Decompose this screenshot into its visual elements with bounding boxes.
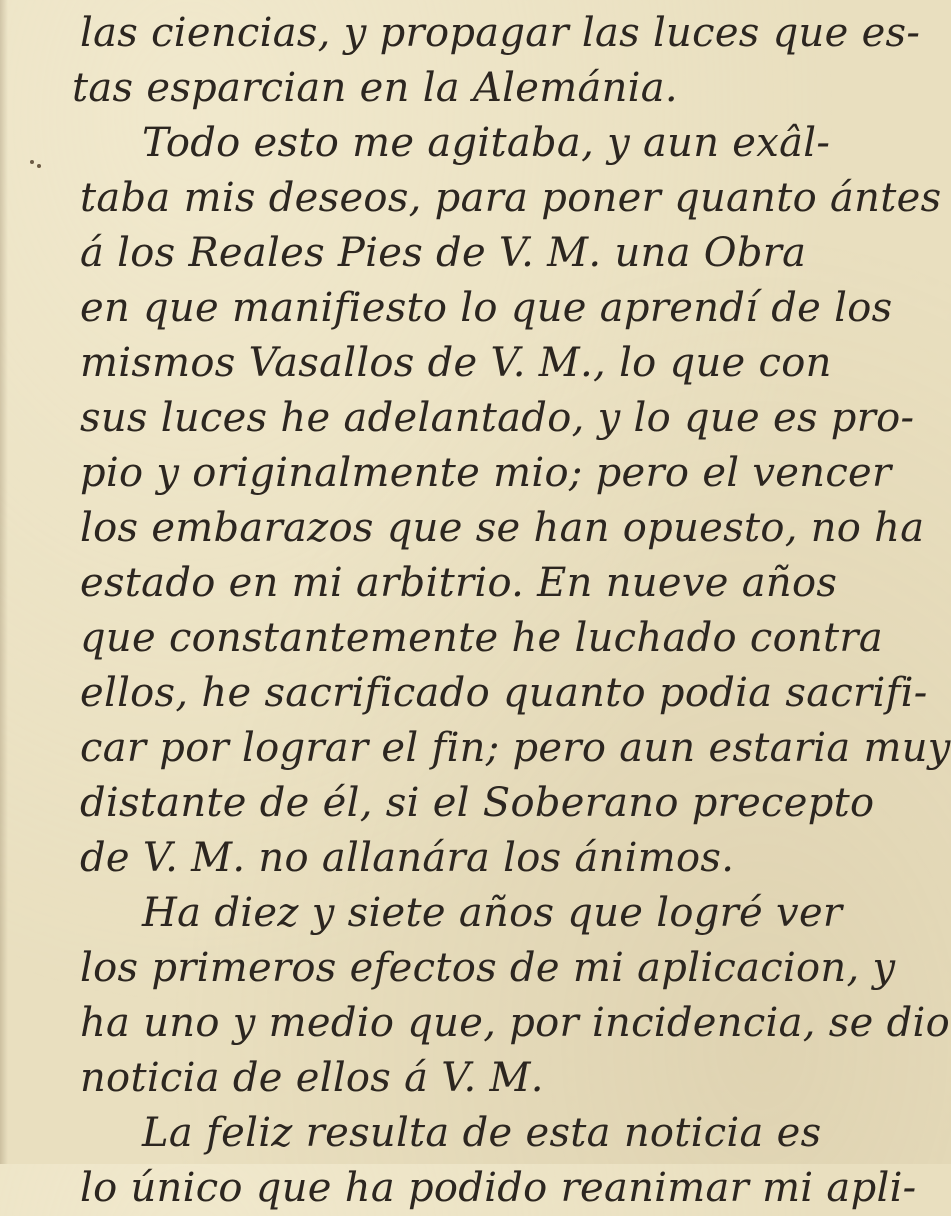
- paragraph-start-line: Todo esto me agitaba, y aun exâl-: [142, 120, 831, 166]
- text-line: tas esparcian en la Alemánia.: [72, 65, 678, 111]
- page-gutter-shadow: [0, 0, 8, 1164]
- text-line: sus luces he adelantado, y lo que es pro-: [80, 395, 915, 441]
- margin-mark-icon: [30, 158, 42, 170]
- text-line: los embarazos que se han opuesto, no ha: [80, 505, 925, 551]
- text-line: en que manifiesto lo que aprendí de los: [80, 285, 893, 331]
- text-line: estado en mi arbitrio. En nueve años: [80, 560, 838, 606]
- text-line: mismos Vasallos de V. M., lo que con: [80, 340, 832, 386]
- text-line: ellos, he sacrificado quanto podia sacrifi-: [80, 670, 928, 716]
- text-line: taba mis deseos, para poner quanto ántes: [80, 175, 942, 221]
- text-line: lo único que ha podido reanimar mi apli-: [80, 1165, 917, 1211]
- text-line: á los Reales Pies de V. M. una Obra: [80, 230, 807, 276]
- text-line: car por lograr el fin; pero aun estaria muy: [80, 725, 951, 771]
- paragraph-start-line: Ha diez y siete años que logré ver: [142, 890, 843, 936]
- text-line: las ciencias, y propagar las luces que es-: [80, 10, 921, 56]
- text-line: noticia de ellos á V. M.: [80, 1055, 544, 1101]
- page-text: [72, 6, 951, 1216]
- text-line: pio y originalmente mio; pero el vencer: [80, 450, 892, 496]
- text-line: de V. M. no allanára los ánimos.: [80, 835, 735, 881]
- text-line: distante de él, si el Soberano precepto: [80, 780, 875, 826]
- text-line: ha uno y medio que, por incidencia, se dio: [80, 1000, 951, 1046]
- text-line: que constantemente he luchado contra: [80, 615, 883, 661]
- text-line: los primeros efectos de mi aplicacion, y: [80, 945, 896, 991]
- paragraph-start-line: La feliz resulta de esta noticia es: [142, 1110, 822, 1156]
